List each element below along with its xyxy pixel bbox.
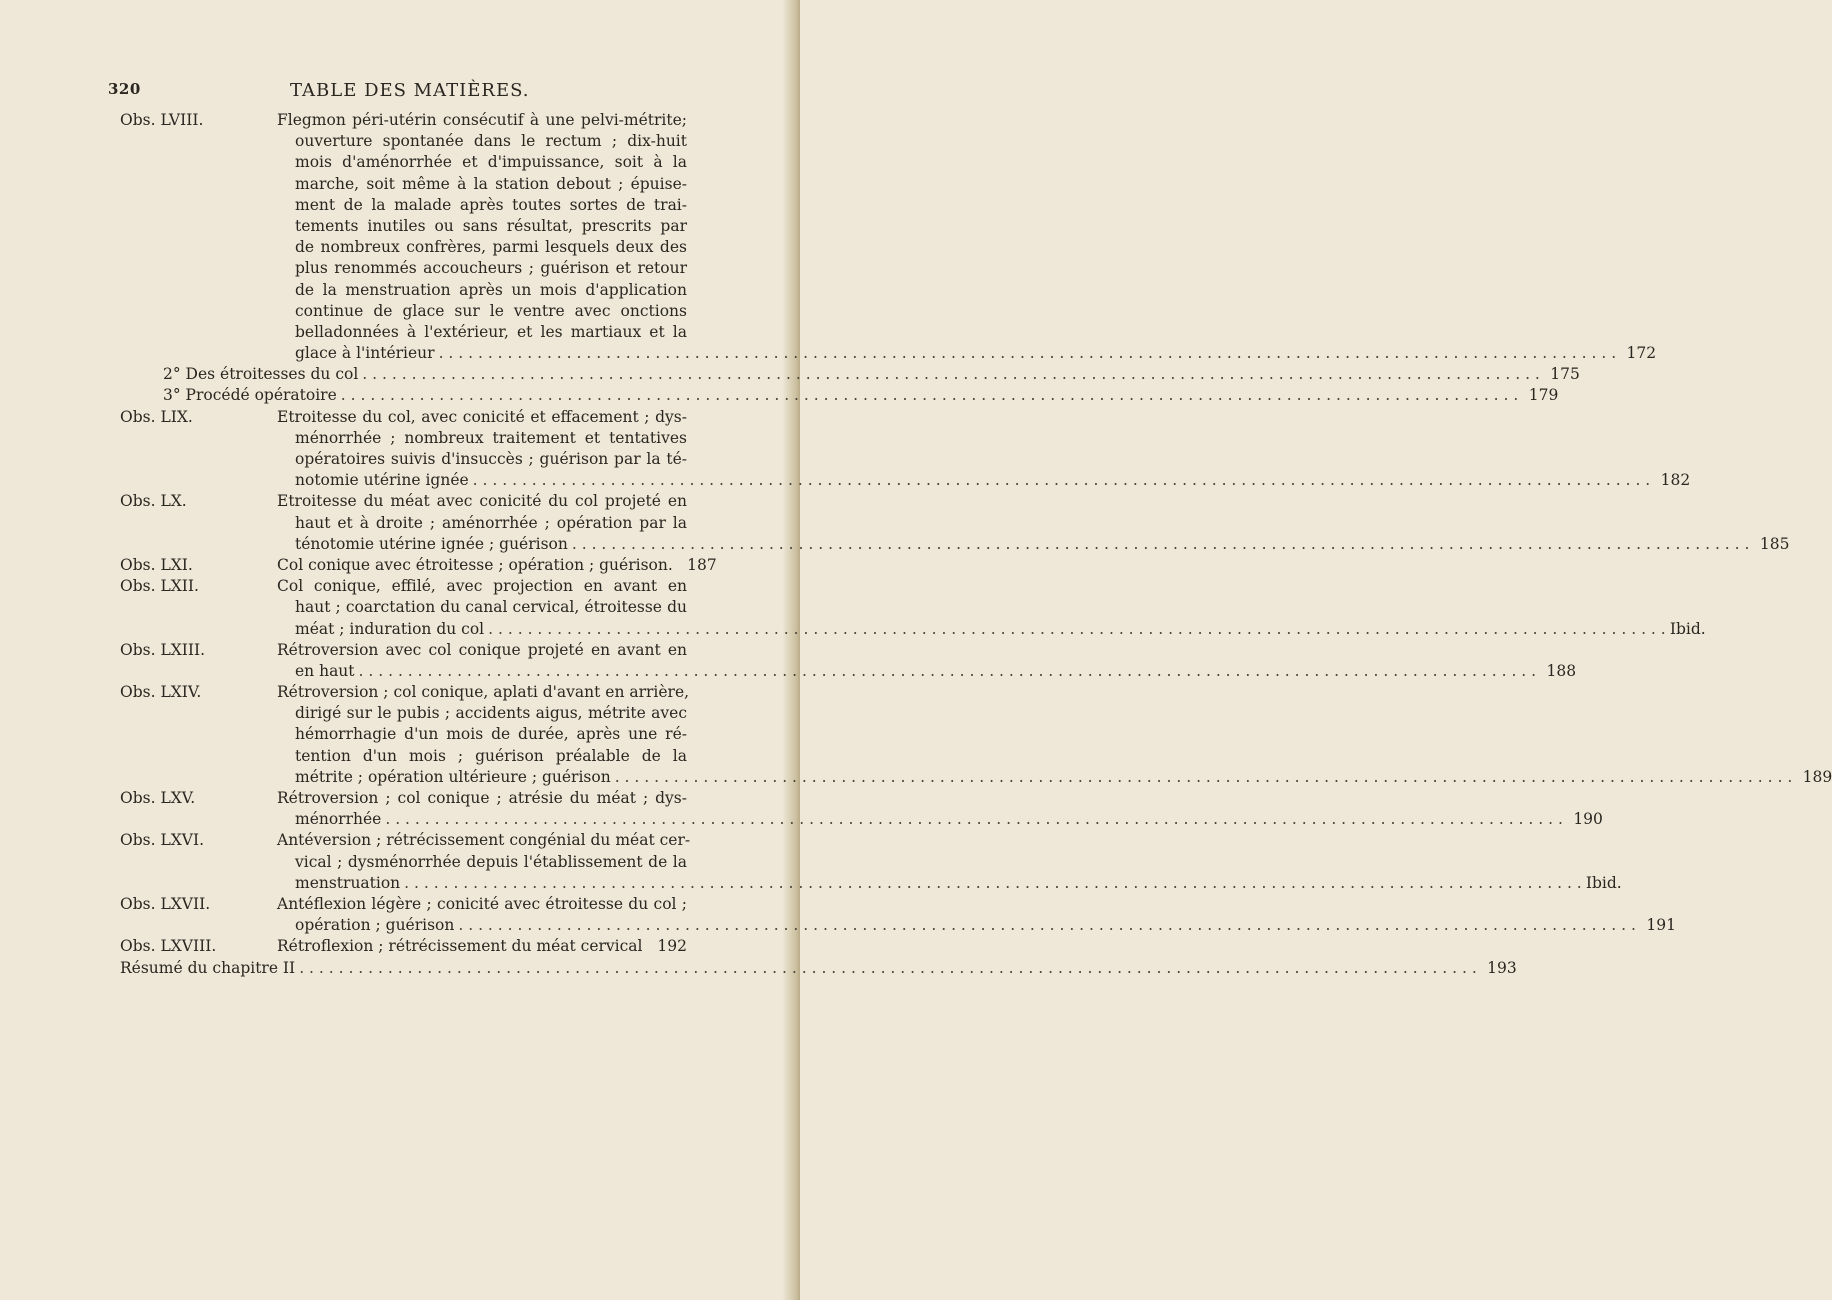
entry-last-text: ténotomie utérine ignée ; guérison <box>295 534 568 553</box>
entry-last-line <box>295 343 1657 364</box>
entry-line: Rétroversion ; col conique ; atrésie du méat ; dys- <box>277 789 687 807</box>
observation-label: Obs. LXVII. <box>120 894 211 913</box>
entry-line: tements inutiles ou sans résultat, prescrits par <box>295 216 687 235</box>
entry-last-line <box>277 555 717 576</box>
entry-text <box>277 830 1622 894</box>
toc-entry <box>0 682 1832 788</box>
toc-entry <box>0 830 1622 894</box>
page-reference: Ibid. <box>1669 619 1706 638</box>
page-reference: 190 <box>1573 810 1603 829</box>
observation-label: Obs. LXV. <box>120 789 196 807</box>
entry-last-text: notomie utérine ignée <box>295 471 469 490</box>
entry-line: continue de glace sur le ventre avec onctions <box>295 301 687 320</box>
page-header <box>0 80 800 106</box>
entry-line: hémorrhagie d'un mois de durée, après une ré- <box>295 725 687 744</box>
entry-line: plus renommés accoucheurs ; guérison et retour <box>295 259 687 278</box>
entry-text <box>277 491 1790 555</box>
dot-leader <box>488 619 1666 640</box>
entry-line: tention d'un mois ; guérison préalable de la <box>295 746 687 765</box>
observation-label: Obs. LXIII. <box>120 640 206 659</box>
page-reference: 191 <box>1646 916 1676 935</box>
toc-entry <box>0 491 1790 555</box>
entry-line: de nombreux confrères, parmi lesquels deux des <box>295 238 687 257</box>
entry-last-text: méat ; induration du col <box>295 619 485 638</box>
entry-text <box>163 364 1580 385</box>
entry-text <box>277 788 1603 830</box>
observation-label: Obs. LXII. <box>120 577 199 596</box>
entry-text <box>277 894 1676 936</box>
table-of-contents <box>0 110 1832 979</box>
dot-leader <box>362 364 1540 385</box>
entry-line: ment de la malade après toutes sortes de trai- <box>295 195 687 214</box>
dot-leader <box>458 915 1636 936</box>
entry-last-line <box>295 470 1691 491</box>
page-number: 320 <box>108 80 141 98</box>
entry-text <box>277 576 1706 640</box>
dot-leader <box>647 936 648 957</box>
entry-last-line <box>277 936 687 957</box>
observation-label: Obs. LIX. <box>120 407 193 426</box>
toc-entry <box>0 640 1577 682</box>
page-reference: 172 <box>1626 344 1657 363</box>
entry-text <box>277 640 1577 682</box>
entry-last-line <box>295 767 1832 788</box>
observation-label: Obs. LVIII. <box>120 111 204 129</box>
dot-leader <box>359 661 1537 682</box>
dot-leader <box>439 343 1617 364</box>
entry-last-text: glace à l'intérieur <box>295 344 435 363</box>
dot-leader <box>299 958 1477 979</box>
toc-entry <box>0 788 1603 830</box>
entry-text <box>277 110 1657 364</box>
entry-last-line <box>295 873 1622 894</box>
entry-line: vical ; dysménorrhée depuis l'établissement de la <box>295 852 687 871</box>
entry-line: dirigé sur le pubis ; accidents aigus, métrite avec <box>295 704 687 723</box>
page-reference: 185 <box>1759 534 1790 553</box>
toc-entry <box>0 385 1559 406</box>
toc-entry <box>0 407 1691 492</box>
entry-line: haut et à droite ; aménorrhée ; opération par la <box>295 513 687 532</box>
entry-last-text: ménorrhée <box>295 810 382 829</box>
toc-entry <box>0 364 1580 385</box>
page-reference: 189 <box>1802 767 1832 786</box>
page-reference: 193 <box>1487 958 1517 977</box>
entry-text <box>163 385 1559 406</box>
entry-last-line <box>295 534 1790 555</box>
entry-line: belladonnées à l'extérieur, et les martiaux et la <box>295 322 687 341</box>
entry-last-text: 2° Des étroitesses du col <box>163 365 359 384</box>
observation-label: Obs. LXVIII. <box>120 937 217 956</box>
toc-entry <box>0 555 800 576</box>
toc-entry <box>0 576 1706 640</box>
page-reference: 179 <box>1528 386 1559 405</box>
entry-last-text: menstruation <box>295 873 401 892</box>
entry-line: Rétroversion avec col conique projeté en avant en <box>277 640 687 659</box>
entry-line: Flegmon péri-utérin consécutif à une pelvi-métrite; <box>277 111 687 129</box>
entry-last-text: Rétroflexion ; rétrécissement du méat cervical <box>277 937 643 956</box>
entry-line: haut ; coarctation du canal cervical, étroitesse du <box>295 598 687 617</box>
toc-entry <box>0 958 1517 979</box>
dot-leader <box>385 809 1563 830</box>
entry-line: Rétroversion ; col conique, aplati d'avant en arrière, <box>277 683 690 702</box>
page-reference: 175 <box>1550 365 1580 384</box>
entry-line: Antéflexion légère ; conicité avec étroitesse du col ; <box>277 894 687 913</box>
entry-last-line <box>295 915 1676 936</box>
entry-text <box>277 682 1832 788</box>
page-reference: Ibid. <box>1585 873 1622 892</box>
entry-last-line <box>163 385 1559 406</box>
entry-text <box>277 555 717 576</box>
page-reference: 187 <box>687 555 717 574</box>
entry-line: Etroitesse du col, avec conicité et effacement ; dys- <box>277 407 687 426</box>
toc-entry <box>0 110 1657 364</box>
running-title: TABLE DES MATIÈRES. <box>290 80 530 101</box>
entry-last-text: en haut <box>295 661 355 680</box>
observation-label: Obs. LXVI. <box>120 831 205 850</box>
entry-line: Col conique, effilé, avec projection en avant en <box>277 577 687 596</box>
entry-line: Antéversion ; rétrécissement congénial du méat cer- <box>277 831 691 850</box>
entry-last-line <box>120 958 1517 979</box>
entry-last-text: opération ; guérison <box>295 916 455 935</box>
entry-line: mois d'aménorrhée et d'impuissance, soit à la <box>295 153 687 172</box>
entry-line: opératoires suivis d'insuccès ; guérison par la té- <box>295 450 687 468</box>
entry-line: marche, soit même à la station debout ; épuise- <box>295 174 687 193</box>
dot-leader <box>341 385 1519 406</box>
dot-leader <box>404 873 1582 894</box>
entry-line: Etroitesse du méat avec conicité du col projeté en <box>277 492 687 511</box>
entry-text <box>277 407 1691 492</box>
dot-leader <box>473 470 1651 491</box>
entry-line: ménorrhée ; nombreux traitement et tentatives <box>295 428 687 447</box>
page-reference: 188 <box>1546 661 1577 680</box>
entry-line: ouverture spontanée dans le rectum ; dix-huit <box>295 132 687 151</box>
entry-last-text: métrite ; opération ultérieure ; guérison <box>295 767 611 786</box>
entry-last-text: Résumé du chapitre II <box>120 958 296 977</box>
observation-label: Obs. LXIV. <box>120 683 202 702</box>
entry-text <box>120 958 1517 979</box>
entry-line: de la menstruation après un mois d'application <box>295 280 687 299</box>
entry-last-line <box>295 661 1577 682</box>
dot-leader <box>572 534 1750 555</box>
toc-entry <box>0 894 1676 936</box>
entry-text <box>277 936 687 957</box>
entry-last-text: 3° Procédé opératoire <box>163 386 337 405</box>
observation-label: Obs. LXI. <box>120 555 193 574</box>
entry-last-line <box>295 619 1706 640</box>
toc-entry <box>0 936 800 957</box>
entry-last-line <box>295 809 1603 830</box>
page-reference: 182 <box>1660 471 1691 490</box>
entry-last-text: Col conique avec étroitesse ; opération ; guérison. <box>277 555 673 574</box>
observation-label: Obs. LX. <box>120 492 187 511</box>
dot-leader <box>615 767 1793 788</box>
entry-last-line <box>163 364 1580 385</box>
page-reference: 192 <box>657 937 687 956</box>
